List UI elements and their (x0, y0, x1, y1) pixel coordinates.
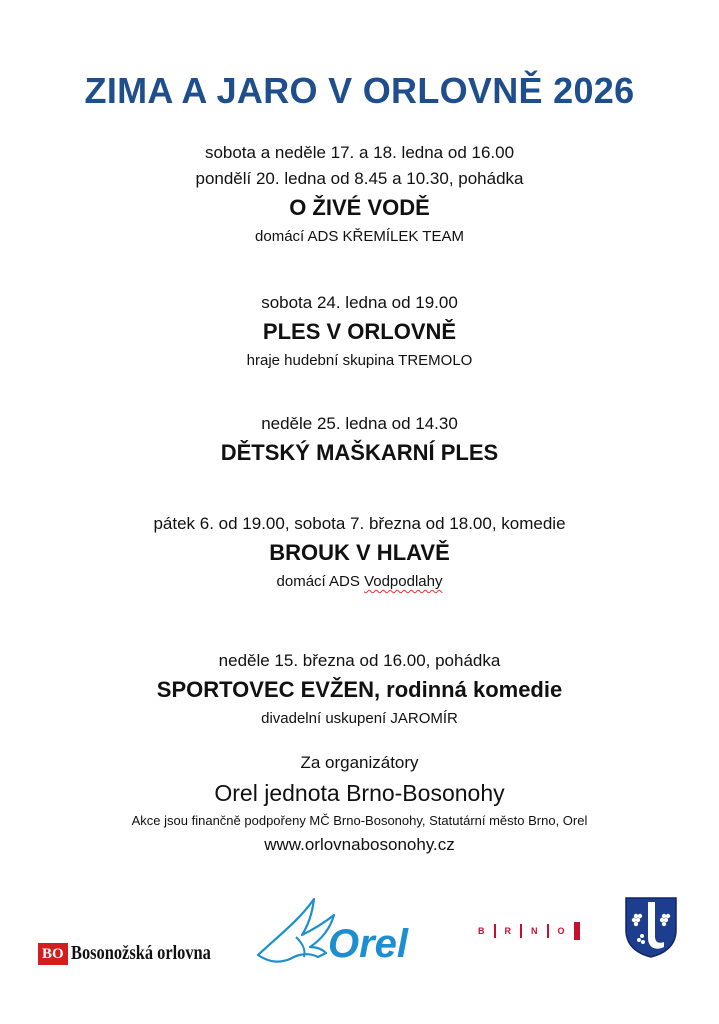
organizer-label: Za organizátory (300, 753, 419, 772)
event-detsky-maskarni-ples (0, 411, 719, 469)
event-brouk-v-hlave (0, 511, 719, 595)
orel-logo-text: Orel (328, 922, 409, 966)
event-o-zive-vode (0, 140, 719, 250)
event-date: pondělí 20. ledna od 8.45 a 10.30, pohádka (195, 169, 524, 188)
brno-divider (494, 924, 496, 938)
event-performer: hraje hudební skupina TREMOLO (246, 352, 473, 369)
event-name: PLES V ORLOVNĚ (262, 319, 457, 344)
event-sportovec-evzen (0, 648, 719, 732)
event-ples-v-orlovne (0, 290, 719, 374)
performer-prefix: domácí ADS (276, 573, 365, 590)
event-name: O ŽIVÉ VODĚ (289, 195, 430, 220)
event-date: pátek 6. od 19.00, sobota 7. března od 18.00, komedie (153, 514, 566, 533)
orel-eagle-icon (252, 893, 434, 973)
event-performer: divadelní uskupení JAROMÍR (261, 710, 458, 727)
orel-logo (252, 893, 434, 978)
event-name: SPORTOVEC EVŽEN, rodinná komedie (156, 677, 563, 702)
event-date: neděle 15. března od 16.00, pohádka (218, 651, 501, 670)
organizer-name: Orel jednota Brno-Bosonohy (214, 780, 505, 806)
performer-name-spellcheck: Vodpodlahy (364, 573, 443, 590)
event-date: sobota 24. ledna od 19.00 (261, 293, 458, 312)
brno-bar (574, 922, 580, 940)
brno-letter: B (478, 926, 485, 936)
brno-divider (547, 924, 549, 938)
event-date: neděle 25. ledna od 14.30 (261, 414, 458, 433)
brno-letter: N (531, 926, 538, 936)
website-link[interactable]: www.orlovnabosonohy.cz (264, 835, 455, 854)
brno-letter: O (557, 926, 565, 936)
coat-of-arms-shield-icon (624, 896, 678, 958)
bo-badge: BO (38, 943, 68, 965)
brno-divider (520, 924, 522, 938)
organizer-block (0, 750, 719, 858)
funding-note: Akce jsou finančně podpořeny MČ Brno-Bosonohy, Statutární město Brno, Orel (131, 813, 588, 828)
page-title: ZIMA A JARO V ORLOVNĚ 2026 (84, 70, 635, 111)
event-date: sobota a neděle 17. a 18. ledna od 16.00 (204, 143, 515, 162)
event-performer (0, 569, 719, 595)
brno-logo (478, 922, 580, 940)
bosonozska-orlovna-logo (38, 942, 241, 965)
brno-letter: R (504, 926, 511, 936)
event-name: BROUK V HLAVĚ (269, 540, 450, 565)
bosonohy-coat-of-arms (624, 896, 678, 963)
event-performer: domácí ADS KŘEMÍLEK TEAM (255, 228, 464, 245)
event-name: DĚTSKÝ MAŠKARNÍ PLES (220, 440, 499, 465)
bo-logo-text: Bosonožská orlovna (70, 942, 211, 964)
